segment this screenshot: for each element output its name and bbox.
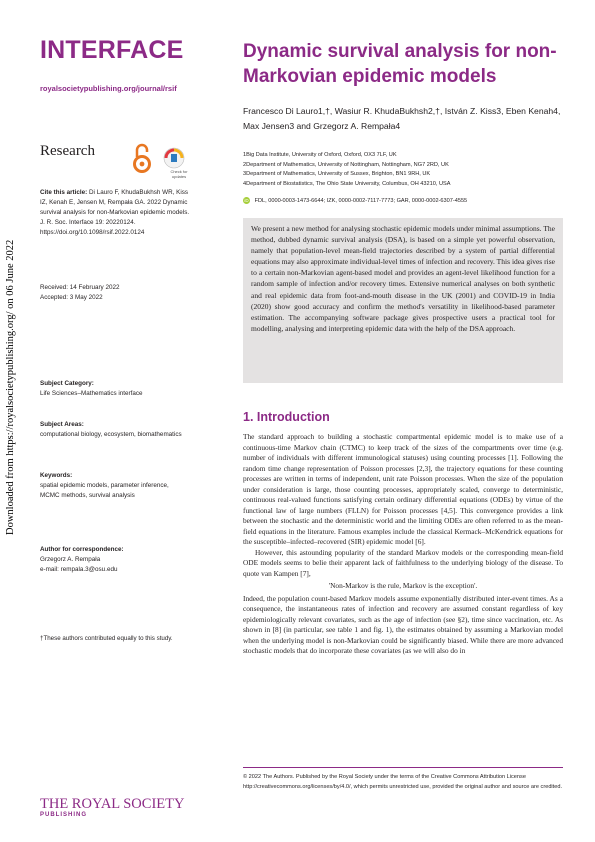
dates-block [40,283,190,303]
affiliations [243,151,563,189]
affiliation-3: 3Department of Mathematics, University of Sussex, Brighton, BN1 9RH, UK [243,171,431,178]
cite-text: Di Lauro F, KhudaBukhsh WR, Kiss IZ, Kenah E, Jensen M, Rempała GA. 2022 Dynamic survival analysis for non-Markovian epidemic models. J. R. Soc. Interface 19: 20220124. [40,189,190,226]
keywords-label: Keywords: [40,472,73,479]
keywords [40,471,190,501]
correspondence-name: Grzegorz A. Rempała [40,556,101,563]
check-for-updates-icon[interactable] [164,148,184,168]
subject-category-label: Subject Category: [40,380,94,387]
subject-areas-label: Subject Areas: [40,421,84,428]
citation-block [40,188,190,238]
affiliation-2: 2Department of Mathematics, University of Nottingham, Nottingham, NG7 2RD, UK [243,161,449,168]
license-note: © 2022 The Authors. Published by the Royal Society under the terms of the Creative Commons Attribution License http://creativecommons.org/licenses/by/4.0/, which permits unrestricted use, provided the original author and source are credited. [243,767,563,792]
intro-body [243,432,563,657]
abstract-box: We present a new method for analysing stochastic epidemic models under minimal assumptions. The method, dubbed dynamic survival analysis (DSA), is based on a simple yet powerful observation, namely that population-level mean-field trajectories described by a system of partial differential equations may also approximate individual-level times of infection and recovery. This idea gives rise to a certain non-Markovian agent-based model and provides an agent-level likelihood function for a random sample of infection and/or recovery times. Extensive numerical analyses on both synthetic and real epidemic data from foot-and-mouth disease in the UK (2001) and COVID-19 in India (2020) show good accuracy and confirm the method's versatility in likelihood-based parameter estimation. The accompanying software package gives prospective users a practical tool for modelling, analysing and interpreting epidemic data with the help of the DSA approach. [243,218,563,383]
paragraph-2: However, this astounding popularity of the standard Markov models or the corresponding mean-field ODE models seems to belie their apparent lack of faithfulness to the underlying biology of the disease. To quote van Kampen [7], [243,547,563,578]
author-list: Francesco Di Lauro1,†, Wasiur R. KhudaBukhsh2,†, István Z. Kiss3, Eben Kenah4, Max Jensen3 and Grzegorz A. Rempała4 [243,106,561,131]
received-date: Received: 14 February 2022 [40,284,120,291]
author-footnote: †These authors contributed equally to this study. [40,635,173,642]
paragraph-3: Indeed, the population count-based Markov models assume exponentially distributed inter-event times. As a consequence, the instantaneous rates of infection and recovery are assumed constant regardless of key epidemiologically relevant covariates, such as the age of infection (see §2), time since vaccination, etc. As shown in [8] (in particular, see table 1 and fig. 1), the estimates obtained by assuming a Markovian model when the underlying model is non-Markovian could be significantly biased. While there are more advanced stochastic models that do incorporate these covariates (as we will also do in [243,593,563,655]
orcid-icon[interactable]: iD [244,198,249,203]
publisher-sub: PUBLISHING [40,812,88,818]
subject-areas-value: computational biology, ecosystem, biomathematics [40,431,182,438]
section-label: Research [40,143,95,159]
affiliation-1: 1Big Data Institute, University of Oxford, Oxford, OX3 7LF, UK [243,152,397,158]
orcid-ids: FDL, 0000-0003-1473-6644; IZK, 0000-0002-7117-7773; GAR, 0000-0002-6307-4555 [254,197,468,204]
open-access-icon[interactable] [135,145,150,172]
cite-label: Cite this article: [40,189,88,196]
badge-caption: Check for updates [170,169,188,179]
subject-areas [40,420,190,440]
accepted-date: Accepted: 3 May 2022 [40,294,103,301]
subject-category-value: Life Sciences–Mathematics interface [40,390,143,397]
orcid-line [243,197,563,204]
journal-url[interactable]: royalsocietypublishing.org/journal/rsif [40,84,177,93]
article-title: Dynamic survival analysis for non-Markovian epidemic models [243,41,557,87]
keywords-value: spatial epidemic models, parameter inference, MCMC methods, survival analysis [40,482,169,499]
correspondence-email[interactable]: e-mail: rempala.3@osu.edu [40,566,118,573]
quote: 'Non-Markov is the rule, Markov is the exception'. [328,581,478,590]
affiliation-4: 4Department of Biostatistics, The Ohio State University, Columbus, OH 43210, USA [243,180,451,187]
subject-category [40,379,190,399]
paragraph-1: The standard approach to building a stochastic compartmental epidemic model is to make use of a continuous-time Markov chain (CTMC) to keep track of the sizes of the compartments over time (e.g. number of individuals with different immunological statuses) using counting processes [1]. Following the random time change representation of Poisson processes [2,3], the trajectory equations for these counting processes are written in terms of independent, unit rate Poisson processes. When the size of the population under consideration is large, those counting processes, appropriately scaled, converge to deterministic, continuous real-valued functions satisfying certain ordinary differential equations (ODEs) by virtue of the functional law of large numbers (FLLN) for Poisson processes [4,5]. This convergence provides a link between the stochastic and the deterministic world and the limiting ODEs are often referred to as the mean-field equations in the literature. Famous examples include the classical Kermack–McKendrick equations for the susceptible–infected–recovered (SIR) epidemic model [6]. [243,432,563,546]
download-banner: Downloaded from https://royalsocietypublishing.org/ on 06 June 2022 [5,239,16,535]
cite-doi[interactable]: https://doi.org/10.1098/rsif.2022.0124 [40,229,145,236]
journal-name: INTERFACE [40,36,184,64]
publisher-logo: THE ROYAL SOCIETY [40,796,185,812]
correspondence [40,545,190,575]
correspondence-label: Author for correspondence: [40,546,124,553]
intro-heading: 1. Introduction [243,410,330,424]
